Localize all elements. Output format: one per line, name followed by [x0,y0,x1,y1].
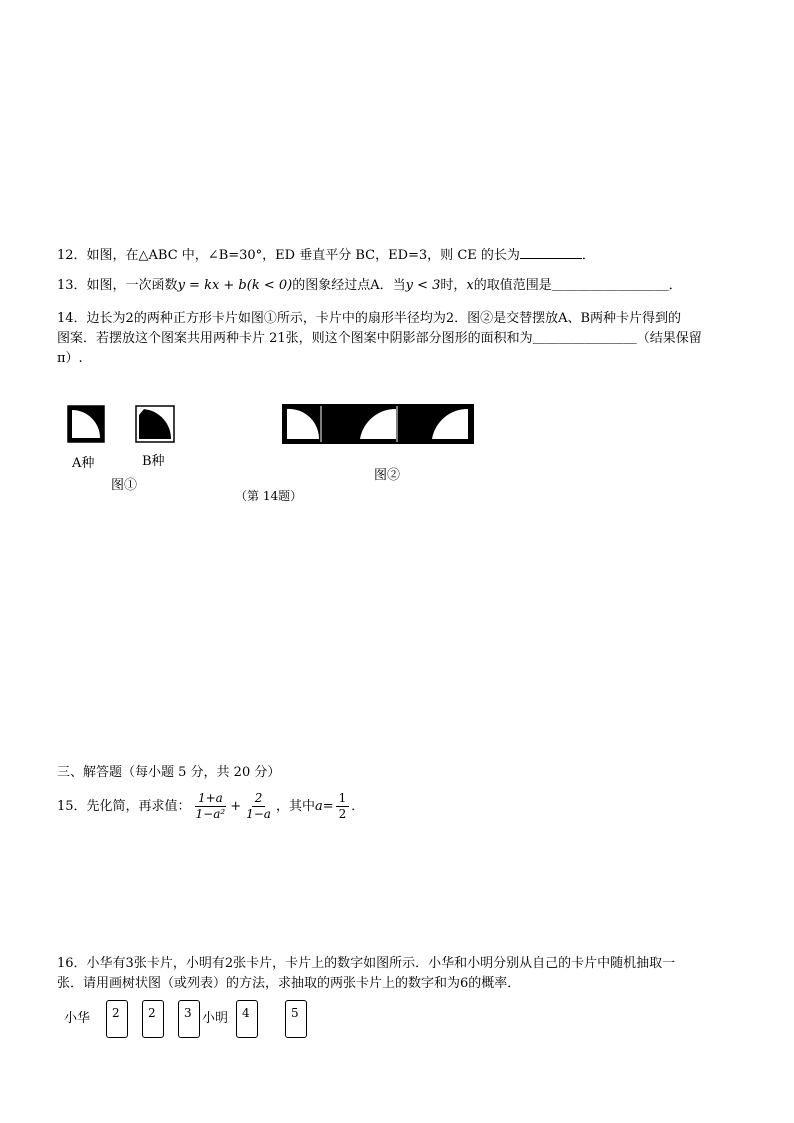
section-3-heading: 三、解答题（每小题 5 分，共 20 分） [57,765,281,780]
q15-plus: + [230,799,242,814]
q15-f2-numerator: 2 [252,791,266,807]
q13-condition-k: (k < 0) [246,278,293,293]
q13-formula: y = kx + b [177,278,247,293]
question-16-line-2: 张．请用画树状图（或列表）的方法，求抽取的两张卡片上的数字和为6的概率． [57,976,521,991]
q13-condition-y: y < 3 [405,278,441,293]
q15-value-numerator: 1 [336,791,350,807]
q15-text-b: ，其中 [275,799,315,814]
q15-text-a: 15．先化简，再求值： [57,799,191,814]
q13-answer-blank: ＿＿＿＿＿＿＿＿＿ [551,278,669,293]
q15-var-a: a [314,799,323,814]
q15-f1-denominator: 1−a² [195,807,226,821]
question-12 [57,246,595,265]
question-16-line-1: 16．小华有3张卡片，小明有2张卡片，卡片上的数字如图所示．小华和小明分别从自己的卡片中随机抽取一 [57,956,676,971]
q15-f1-numerator: 1+a [195,791,226,807]
q13-text-a: 如图，一次函数 [86,278,178,293]
q15-value-denominator: 2 [338,807,347,821]
q14-text-a: 图案．若摆放这个图案共用两种卡片 21张，则这个图案中阴影部分图形的面积和为 [57,331,533,346]
xiaohua-card-2: 2 [142,1000,164,1038]
label-card-b: B种 [142,454,165,469]
xiaohua-card-3: 3 [178,1000,200,1038]
card-a [68,406,104,442]
figure-caption: （第 14题） [235,489,303,503]
label-xiaoming: 小明 [202,1011,229,1026]
q13-text-c: 时， [440,278,467,293]
question-14-line-1: 14．边长为2的两种正方形卡片如图①所示，卡片中的扇形半径均为2．图②是交替摆放A、B两种卡片得到的 [57,311,682,326]
q12-answer-blank [520,246,582,259]
label-figure-1: 图① [111,478,138,493]
q13-var-x: x [466,278,474,293]
q13-text-d: 的取值范围是 [473,278,552,293]
question-14-line-3: π）. [57,351,83,366]
q15-end: ． [351,799,365,814]
label-card-a: A种 [72,456,95,471]
q15-fraction-2 [243,791,274,822]
q14-answer-blank: ＿＿＿＿＿＿＿＿ [532,331,637,346]
q13-text-b: 的图象经过点A．当 [292,278,406,293]
q15-equals: = [322,799,334,814]
q12-end: ． [581,248,595,263]
question-13 [57,277,682,295]
xiaoming-card-1: 4 [236,1000,258,1038]
figure-2-strip [283,405,473,443]
q15-fraction-1 [193,791,229,822]
q15-f2-denominator: 1−a [246,807,271,821]
q13-num: 13． [57,278,87,293]
q14-text-b: （结果保留 [636,331,702,346]
q12-text: 12． [57,248,87,263]
q13-end: ． [668,278,682,293]
label-figure-2: 图② [374,468,401,483]
card-b [136,406,174,442]
q15-value [336,791,350,822]
xiaohua-card-1: 2 [106,1000,128,1038]
q12-body: 如图，在△ABC 中，∠B=30°，ED 垂直平分 BC，ED=3，则 CE 的长为 [86,248,520,263]
label-xiaohua: 小华 [64,1011,91,1026]
question-15 [57,788,364,826]
question-14-line-2 [57,330,702,348]
xiaoming-card-2: 5 [285,1000,307,1038]
